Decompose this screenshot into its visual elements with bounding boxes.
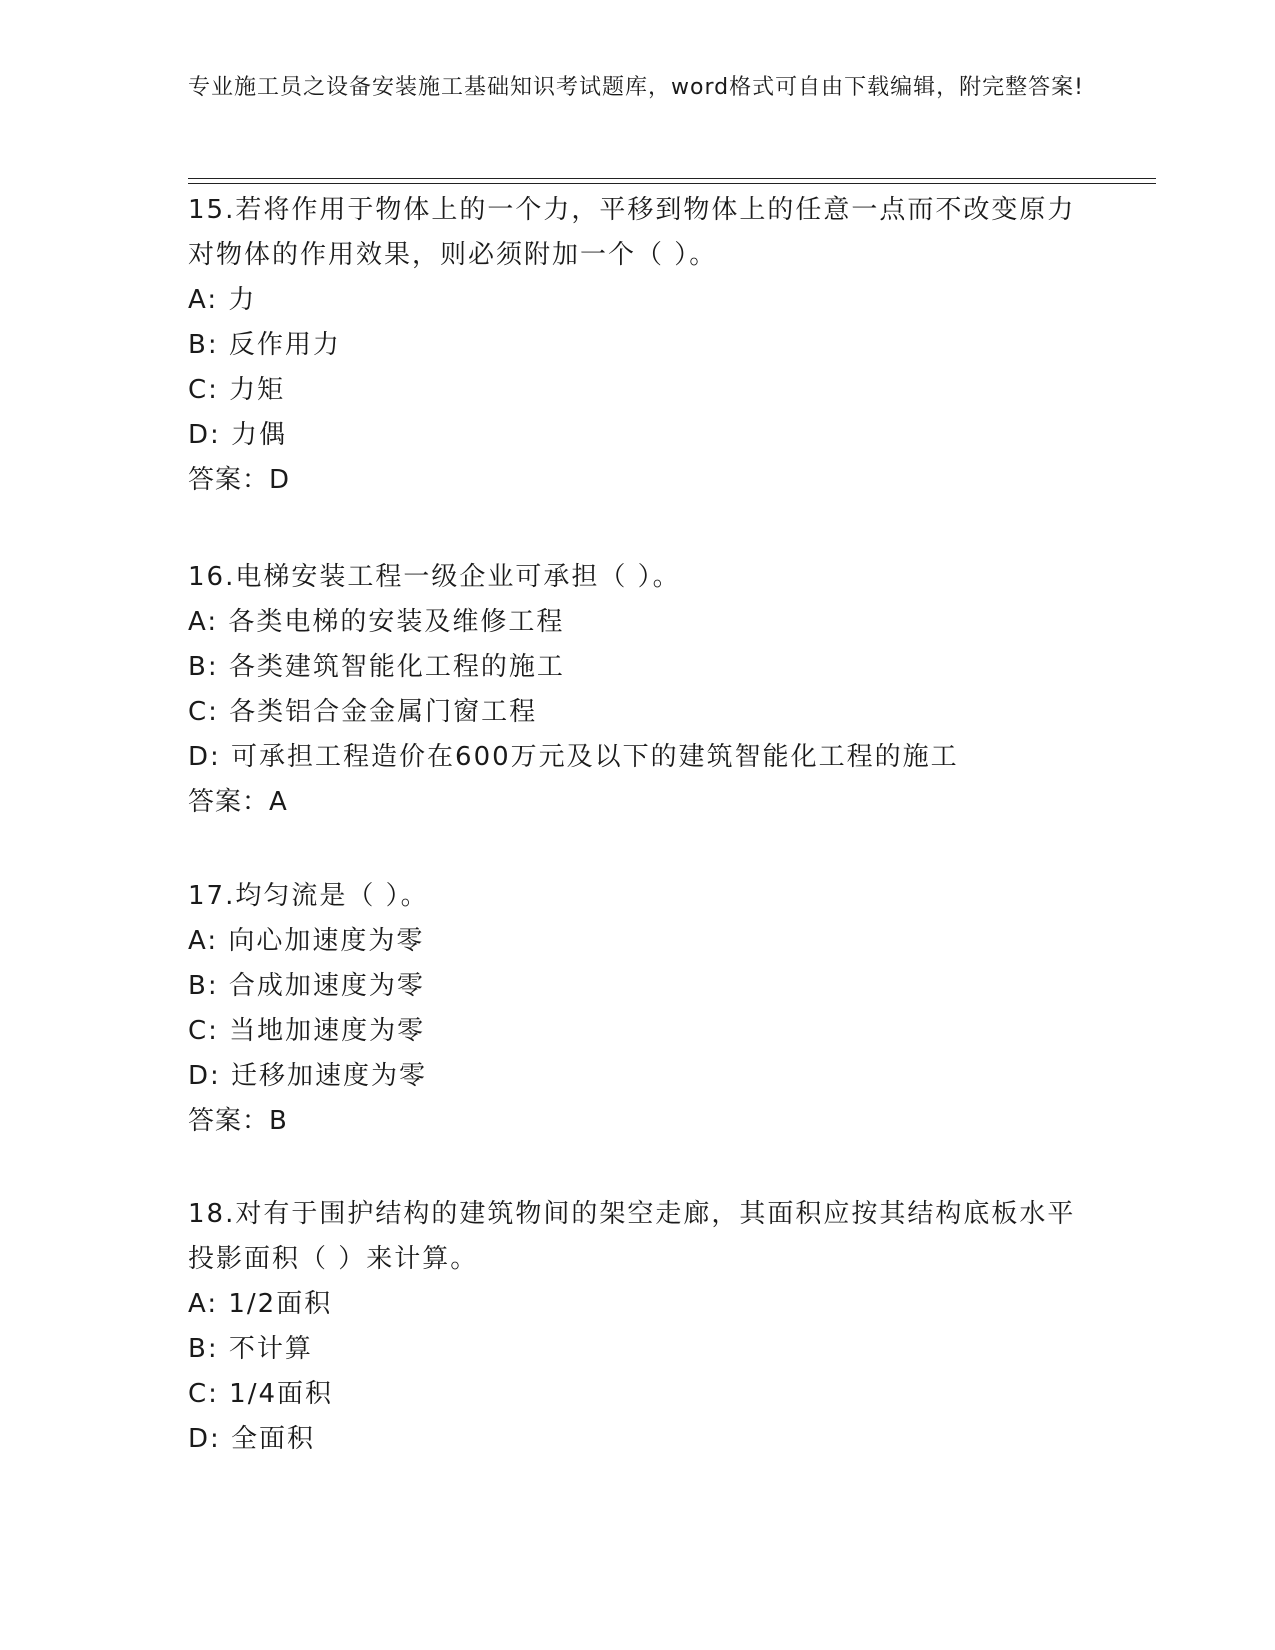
- option-d: D: 迁移加速度为零: [188, 1061, 428, 1091]
- answer: 答案：A: [188, 787, 288, 817]
- option-d: D: 可承担工程造价在600万元及以下的建筑智能化工程的施工: [188, 742, 959, 772]
- answer: 答案：B: [188, 1106, 288, 1136]
- header-divider-top: [188, 178, 1156, 179]
- question-stem: 18.对有于围护结构的建筑物间的架空走廊，其面积应按其结构底板水平投影面积（ ）来计算。: [188, 1199, 1076, 1274]
- option-a: A: 力: [188, 285, 257, 315]
- question-16: [188, 555, 1088, 825]
- question-stem: 16.电梯安装工程一级企业可承担（ ）。: [188, 562, 681, 592]
- option-a: A: 1/2面积: [188, 1289, 333, 1319]
- option-d: D: 全面积: [188, 1424, 316, 1454]
- question-15: [188, 188, 1088, 503]
- header-divider-bottom: [188, 183, 1156, 184]
- option-c: C: 1/4面积: [188, 1379, 334, 1409]
- answer: 答案：D: [188, 465, 291, 495]
- option-b: B: 合成加速度为零: [188, 971, 425, 1001]
- option-c: C: 各类铝合金金属门窗工程: [188, 697, 538, 727]
- question-stem: 15.若将作用于物体上的一个力，平移到物体上的任意一点而不改变原力对物体的作用效果，则必须附加一个（ ）。: [188, 195, 1076, 270]
- option-a: A: 各类电梯的安装及维修工程: [188, 607, 565, 637]
- option-b: B: 不计算: [188, 1334, 313, 1364]
- question-17: [188, 874, 1088, 1144]
- option-c: C: 当地加速度为零: [188, 1016, 426, 1046]
- option-b: B: 各类建筑智能化工程的施工: [188, 652, 565, 682]
- question-18: [188, 1192, 1088, 1462]
- option-b: B: 反作用力: [188, 330, 341, 360]
- question-stem: 17.均匀流是（ ）。: [188, 881, 429, 911]
- option-d: D: 力偶: [188, 420, 288, 450]
- option-c: C: 力矩: [188, 375, 286, 405]
- document-header: 专业施工员之设备安装施工基础知识考试题库，word格式可自由下载编辑，附完整答案!: [188, 75, 1084, 100]
- option-a: A: 向心加速度为零: [188, 926, 425, 956]
